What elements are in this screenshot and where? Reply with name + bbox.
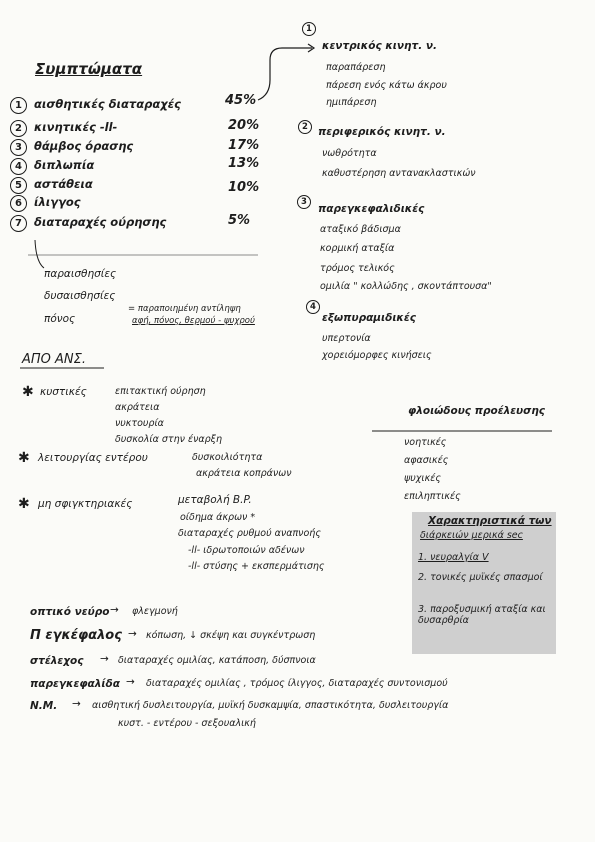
bottom-head: Ν.Μ.	[30, 700, 58, 712]
section-item: κορμική αταξία	[320, 243, 395, 254]
symptom-label: αισθητικές διαταραχές	[34, 97, 181, 111]
symptom-number: 1	[10, 97, 27, 114]
section-item: ημιπάρεση	[326, 97, 377, 108]
symptom-number: 5	[10, 177, 27, 194]
section-heading: κεντρικός κινητ. ν.	[322, 40, 437, 52]
section-item: καθυστέρηση αντανακλαστικών	[322, 168, 476, 179]
ans-item: ακράτεια	[115, 402, 160, 413]
section-item: τρόμος τελικός	[320, 263, 395, 274]
page-title: Συμπτώματα	[35, 60, 143, 78]
symptom-number: 6	[10, 195, 27, 212]
section-heading: παρεγκεφαλιδικές	[318, 203, 425, 215]
ans-item: οίδημα άκρων *	[180, 512, 256, 523]
ans-heading: λειτουργίας εντέρου	[38, 452, 148, 464]
ans-item: -ll- στύσης + εκσπερμάτισης	[188, 561, 325, 572]
pain-note-line1: = παραποιημένη αντίληψη	[128, 304, 241, 314]
bottom-head: Π εγκέφαλος	[30, 628, 122, 643]
symptom-number: 3	[10, 139, 27, 156]
sensory-item: πόνος	[44, 313, 76, 325]
symptom-label: ίλιγγος	[34, 195, 81, 209]
sensory-item: παραισθησίες	[44, 268, 117, 280]
symptom-percent: 13%	[228, 156, 260, 171]
psych-title: φλοιώδους προέλευσης	[408, 405, 546, 417]
section-item: υπερτονία	[322, 333, 371, 344]
symptom-label: κινητικές -ll-	[34, 120, 118, 134]
section-heading: εξωπυραμιδικές	[322, 312, 416, 324]
bottom-head: οπτικό νεύρο	[30, 606, 110, 618]
symptom-label: διπλωπία	[34, 158, 95, 172]
psych-item: επιληπτικές	[404, 491, 461, 502]
arrow-right-icon: →	[72, 698, 81, 710]
section-heading: περιφερικός κινητ. ν.	[318, 126, 446, 138]
symptom-number: 4	[10, 158, 27, 175]
ans-title: ΑΠΟ ΑΝΣ.	[22, 352, 86, 367]
ans-item: -ll- ιδρωτοποιών αδένων	[188, 545, 305, 556]
section-number: 2	[298, 120, 312, 134]
bottom-text: διαταραχές ομιλίας , τρόμος ίλιγγος, διαταραχές συντονισμού	[146, 678, 448, 689]
section-item: νωθρότητα	[322, 148, 377, 159]
box-item: 1. νευραλγία V	[418, 552, 489, 563]
section-item: παραπάρεση	[326, 62, 386, 73]
asterisk-icon: ✱	[18, 496, 30, 512]
section-item: χορειόμορφες κινήσεις	[322, 350, 432, 361]
symptom-number: 2	[10, 120, 27, 137]
symptom-percent: 5%	[228, 213, 251, 228]
sensory-item: δυσαισθησίες	[44, 290, 116, 302]
ans-item: μεταβολή B.P.	[178, 494, 252, 506]
section-number: 1	[302, 22, 316, 36]
pain-note-line2: αφή, πόνος, θερμού - ψυχρού	[132, 316, 255, 326]
ans-item: διαταραχές ρυθμού αναπνοής	[178, 528, 321, 539]
symptom-percent: 10%	[228, 180, 260, 195]
section-item: ομιλία " κολλώδης , σκοντάπτουσα"	[320, 281, 492, 292]
bottom-head: στέλεχος	[30, 655, 84, 667]
ans-item: δυσκοιλιότητα	[192, 452, 263, 463]
ans-heading: μη σφιγκτηριακές	[38, 498, 133, 510]
psych-item: αφασικές	[404, 455, 449, 466]
bottom-text: φλεγμονή	[132, 606, 178, 617]
symptom-percent: 17%	[228, 138, 260, 153]
arrow-right-icon: →	[100, 653, 109, 665]
box-item: 2. τονικές μυϊκές σπασμοί	[418, 572, 543, 583]
ans-heading: κυστικές	[40, 386, 87, 398]
symptom-percent: 45%	[225, 93, 257, 108]
box-subtitle: διάρκειών μερικά sec	[420, 530, 523, 541]
ans-item: ακράτεια κοπράνων	[196, 468, 292, 479]
symptom-label: θάμβος όρασης	[34, 139, 134, 153]
box-item: 3. παροξυσμική αταξία και δυσαρθρία	[418, 604, 546, 626]
bottom-text: αισθητική δυσλειτουργία, μυϊκή δυσκαμψία, σπαστικότητα, δυσλειτουργία	[92, 700, 449, 711]
symptom-number: 7	[10, 215, 27, 232]
arrow-right-icon: →	[110, 604, 119, 616]
section-number: 4	[306, 300, 320, 314]
ans-item: επιτακτική ούρηση	[115, 386, 206, 397]
box-title: Χαρακτηριστικά των	[428, 515, 552, 527]
ans-item: δυσκολία στην έναρξη	[115, 434, 223, 445]
symptom-label: διαταραχές ούρησης	[34, 215, 167, 229]
section-item: πάρεση ενός κάτω άκρου	[326, 80, 447, 91]
psych-item: ψυχικές	[404, 473, 441, 484]
bottom-text: διαταραχές ομιλίας, κατάποση, δύσπνοια	[118, 655, 316, 666]
psych-item: νοητικές	[404, 437, 447, 448]
asterisk-icon: ✱	[18, 450, 30, 466]
symptom-label: αστάθεια	[34, 177, 93, 191]
arrow-right-icon: →	[128, 628, 137, 640]
bottom-head: παρεγκεφαλίδα	[30, 678, 120, 690]
section-number: 3	[297, 195, 311, 209]
section-item: αταξικό βάδισμα	[320, 224, 401, 235]
asterisk-icon: ✱	[22, 384, 34, 400]
arrow-right-icon: →	[126, 676, 135, 688]
bottom-text: κόπωση, ↓ σκέψη και συγκέντρωση	[146, 630, 316, 641]
bottom-text-continued: κυστ. - εντέρου - σεξουαλική	[118, 718, 256, 729]
symptom-percent: 20%	[228, 118, 260, 133]
ans-item: νυκτουρία	[115, 418, 164, 429]
